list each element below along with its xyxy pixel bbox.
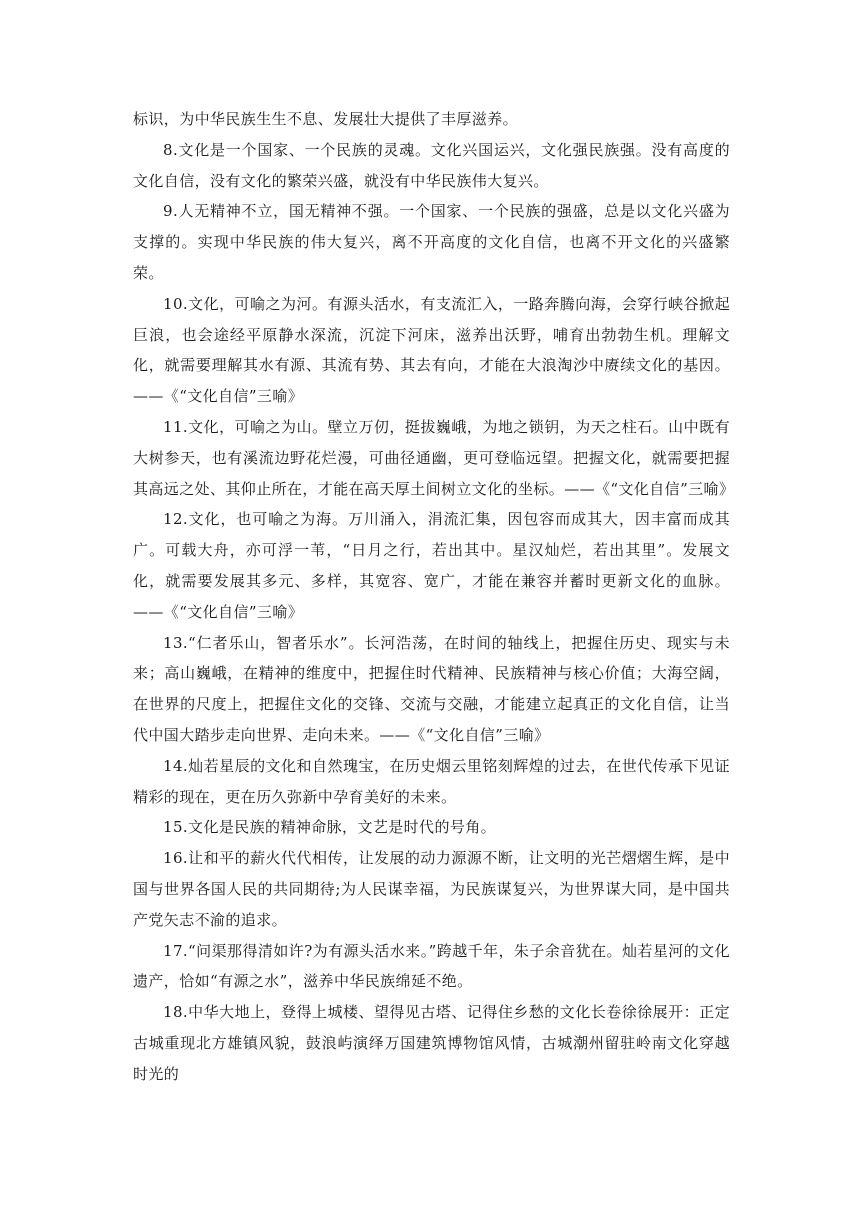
paragraph-17: 17.“问渠那得清如许?为有源头活水来。”跨越千年，朱子余音犹在。灿若星河的文化遗产，恰如“有源之水”，滋养中华民族绵延不绝。 [133,941,730,991]
paragraph-14: 14.灿若星辰的文化和自然瑰宝，在历史烟云里铭刻辉煌的过去，在世代传承下见证精彩的现在，更在历久弥新中孕育美好的未来。 [133,756,730,806]
paragraph-13: 13.“仁者乐山，智者乐水”。长河浩荡，在时间的轴线上，把握住历史、现实与未来；高山巍峨，在精神的维度中，把握住时代精神、民族精神与核心价值；大海空阔，在世界的尺度上，把握住文化的交锋、交流与交融，才能建立起真正的文化自信，让当代中国大踏步走向世界、走向未来。——《“文化自信”三喻》 [133,633,730,744]
document-page [133,104,735,1090]
paragraph-18: 18.中华大地上，登得上城楼、望得见古塔、记得住乡愁的文化长卷徐徐展开：正定古城重现北方雄镇风貌，鼓浪屿演绎万国建筑博物馆风情，古城潮州留驻岭南文化穿越时光的 [133,1003,730,1083]
paragraph-9: 9.人无精神不立，国无精神不强。一个国家、一个民族的强盛，总是以文化兴盛为支撑的。实现中华民族的伟大复兴，离不开高度的文化自信，也离不开文化的兴盛繁荣。 [133,202,730,282]
paragraph-15: 15.文化是民族的精神命脉，文艺是时代的号角。 [163,818,497,837]
paragraph-7-continuation: 标识，为中华民族生生不息、发展壮大提供了丰厚滋养。 [133,110,519,128]
paragraph-10: 10.文化，可喻之为河。有源头活水，有支流汇入，一路奔腾向海，会穿行峡谷掀起巨浪，也会途经平原静水深流，沉淀下河床，滋养出沃野，哺育出勃勃生机。理解文化，就需要理解其水有源、其流有势、其去有向，才能在大浪淘沙中赓续文化的基因。——《“文化自信”三喻》 [133,294,730,406]
paragraph-12: 12.文化，也可喻之为海。万川涌入，涓流汇集，因包容而成其大，因丰富而成其广。可载大舟，亦可浮一苇，“日月之行，若出其中。星汉灿烂，若出其里”。发展文化，就需要发展其多元、多样，其宽容、宽广，才能在兼容并蓄时更新文化的血脉。——《“文化自信”三喻》 [133,510,730,621]
paragraph-11: 11.文化，可喻之为山。壁立万仞，挺拔巍峨，为地之锁钥，为天之柱石。山中既有大树参天，也有溪流边野花烂漫，可曲径通幽，更可登临远望。把握文化，就需要把握其高远之处、其仰止所在，才能在高天厚土间树立文化的坐标。——《“文化自信”三喻》 [133,417,735,498]
paragraph-8: 8.文化是一个国家、一个民族的灵魂。文化兴国运兴，文化强民族强。没有高度的文化自信，没有文化的繁荣兴盛，就没有中华民族伟大复兴。 [133,140,730,190]
paragraph-16: 16.让和平的薪火代代相传，让发展的动力源源不断，让文明的光芒熠熠生辉，是中国与世界各国人民的共同期待;为人民谋幸福，为民族谋复兴，为世界谋大同，是中国共产党矢志不渝的追求。 [133,849,730,929]
